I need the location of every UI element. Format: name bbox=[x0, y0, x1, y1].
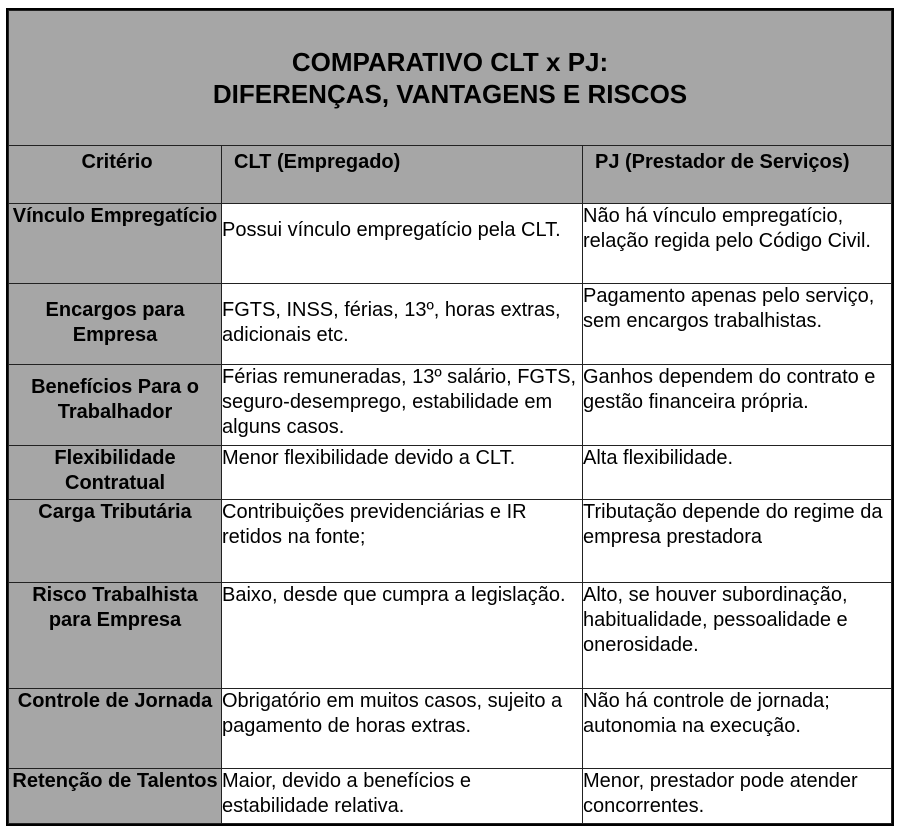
clt-cell: Menor flexibilidade devido a CLT. bbox=[222, 446, 583, 500]
title-line-1: COMPARATIVO CLT x PJ: bbox=[291, 47, 609, 77]
clt-cell: Férias remuneradas, 13º salário, FGTS, seguro-desemprego, estabilidade em alguns casos. bbox=[222, 365, 583, 446]
pj-cell: Não há vínculo empregatício, relação regida pelo Código Civil. bbox=[583, 204, 892, 284]
pj-cell: Não há controle de jornada; autonomia na execução. bbox=[583, 689, 892, 769]
criterion-cell: Risco Trabalhista para Empresa bbox=[9, 583, 222, 689]
clt-cell: Baixo, desde que cumpra a legislação. bbox=[222, 583, 583, 689]
pj-cell: Ganhos dependem do contrato e gestão financeira própria. bbox=[583, 365, 892, 446]
clt-cell: Maior, devido a benefícios e estabilidade relativa. bbox=[222, 769, 583, 824]
title-line-2: DIFERENÇAS, VANTAGENS E RISCOS bbox=[212, 79, 688, 109]
header-row bbox=[9, 146, 892, 204]
table-row bbox=[9, 689, 892, 769]
clt-cell: FGTS, INSS, férias, 13º, horas extras, adicionais etc. bbox=[222, 284, 583, 365]
criterion-cell: Controle de Jornada bbox=[9, 689, 222, 769]
clt-cell: Obrigatório em muitos casos, sujeito a pagamento de horas extras. bbox=[222, 689, 583, 769]
pj-cell: Alta flexibilidade. bbox=[583, 446, 892, 500]
criterion-cell: Carga Tributária bbox=[9, 500, 222, 583]
criterion-cell: Retenção de Talentos bbox=[9, 769, 222, 824]
pj-cell: Tributação depende do regime da empresa prestadora bbox=[583, 500, 892, 583]
table-row bbox=[9, 500, 892, 583]
table-row bbox=[9, 583, 892, 689]
table-title bbox=[9, 11, 892, 146]
comparison-table-frame bbox=[6, 8, 894, 826]
comparison-table bbox=[8, 10, 892, 824]
pj-cell: Alto, se houver subordinação, habitualidade, pessoalidade e onerosidade. bbox=[583, 583, 892, 689]
clt-cell: Possui vínculo empregatício pela CLT. bbox=[222, 204, 583, 284]
table-row bbox=[9, 204, 892, 284]
criterion-cell: Encargos para Empresa bbox=[9, 284, 222, 365]
clt-cell: Contribuições previdenciárias e IR retidos na fonte; bbox=[222, 500, 583, 583]
pj-cell: Menor, prestador pode atender concorrentes. bbox=[583, 769, 892, 824]
title-row bbox=[9, 11, 892, 146]
pj-cell: Pagamento apenas pelo serviço, sem encargos trabalhistas. bbox=[583, 284, 892, 365]
criterion-cell: Benefícios Para o Trabalhador bbox=[9, 365, 222, 446]
criterion-cell: Vínculo Empregatício bbox=[9, 204, 222, 284]
header-criterio: Critério bbox=[9, 146, 222, 204]
table-row bbox=[9, 365, 892, 446]
header-pj: PJ (Prestador de Serviços) bbox=[583, 146, 892, 204]
header-clt: CLT (Empregado) bbox=[222, 146, 583, 204]
table-row bbox=[9, 446, 892, 500]
table-row bbox=[9, 769, 892, 824]
criterion-cell: Flexibilidade Contratual bbox=[9, 446, 222, 500]
table-row bbox=[9, 284, 892, 365]
